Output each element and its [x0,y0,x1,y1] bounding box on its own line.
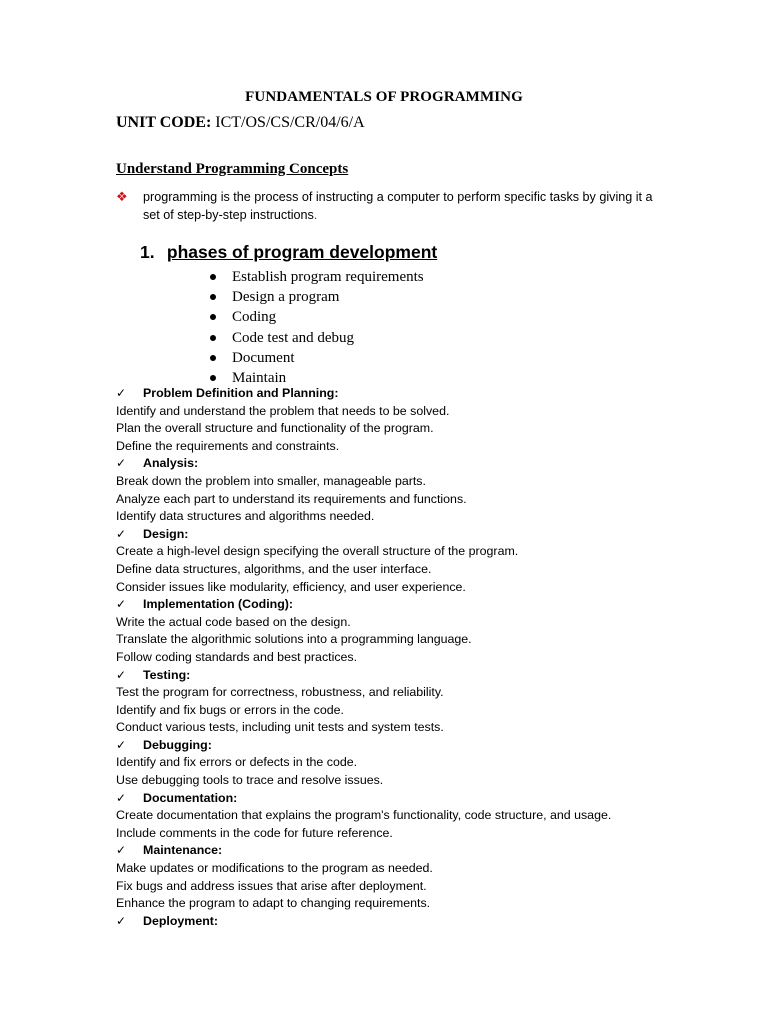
list-item: Document [210,348,424,368]
checkmark-icon: ✓ [116,843,127,858]
step-line: Write the actual code based on the design. [116,614,351,629]
step-heading: ✓ Design: [116,526,676,544]
step-heading: ✓ Maintenance: [116,842,676,860]
checkmark-icon: ✓ [116,913,127,928]
bullet-icon [210,375,216,381]
step-line: Define data structures, algorithms, and the user interface. [116,561,432,576]
step-heading: ✓ Debugging: [116,737,676,755]
intro-text: programming is the process of instructing a computer to perform specific tasks by giving it a set of step-by-step instructions [143,190,653,222]
steps-section [116,385,676,930]
step-line: Identify data structures and algorithms needed. [116,509,375,524]
step-line: Translate the algorithmic solutions into a programming language. [116,632,472,647]
checkmark-icon: ✓ [116,386,127,400]
phases-heading [140,242,437,263]
step-line: Analyze each part to understand its requirements and functions. [116,491,467,506]
step-heading: ✓ Testing: [116,667,676,685]
step-line: Enhance the program to adapt to changing requirements. [116,896,431,911]
bullet-icon [210,274,216,280]
list-item: Coding [210,307,424,327]
phases-number: 1. [140,242,155,262]
list-item: Code test and debug [210,328,424,348]
step-line: Consider issues like modularity, efficiency, and user experience. [116,579,466,594]
diamond-cluster-icon: ❖ [116,189,128,204]
checkmark-icon: ✓ [116,526,127,541]
step-line: Follow coding standards and best practices. [116,649,358,664]
step-line: Use debugging tools to trace and resolve issues. [116,773,384,788]
intro-paragraph: ❖ programming is the process of instructing a computer to perform specific tasks by giving it a set of step-by-step instructions. [116,189,653,222]
phases-list [210,267,424,388]
step-heading: ✓ Deployment: [116,913,676,931]
step-line: Make updates or modifications to the program as needed. [116,861,433,876]
step-heading: ✓ Implementation (Coding): [116,596,676,614]
checkmark-icon: ✓ [116,597,127,612]
list-item: Maintain [210,368,424,388]
step-line: Include comments in the code for future reference. [116,825,393,840]
unit-code-label: UNIT CODE: [116,114,212,131]
step-line: Fix bugs and address issues that arise after deployment. [116,878,427,893]
bullet-icon [210,335,216,341]
document-title: FUNDAMENTALS OF PROGRAMMING [245,89,523,105]
checkmark-icon: ✓ [116,737,127,752]
step-heading: ✓ Analysis: [116,455,676,473]
phases-title: phases of program development [166,242,438,262]
checkmark-icon: ✓ [116,790,127,805]
step-line: Conduct various tests, including unit tests and system tests. [116,720,444,735]
section-heading: Understand Programming Concepts [116,161,349,177]
list-item: Design a program [210,287,424,307]
bullet-icon [210,294,216,300]
step-line: Identify and fix bugs or errors in the code. [116,702,344,717]
list-item: Establish program requirements [210,267,424,287]
step-line: Identify and understand the problem that needs to be solved. [116,403,450,418]
unit-code [116,114,365,132]
step-heading: ✓ Problem Definition and Planning: [116,385,676,403]
step-line: Plan the overall structure and functionality of the program. [116,421,434,436]
step-heading: ✓ Documentation: [116,790,676,808]
step-line: Break down the problem into smaller, manageable parts. [116,473,426,488]
step-line: Create documentation that explains the program's functionality, code structure, and usage. [116,808,612,823]
checkmark-icon: ✓ [116,667,127,682]
step-line: Identify and fix errors or defects in the code. [116,755,358,770]
step-line: Define the requirements and constraints. [116,438,340,453]
bullet-icon [210,314,216,320]
step-line: Test the program for correctness, robustness, and reliability. [116,685,444,700]
step-line: Create a high-level design specifying the overall structure of the program. [116,544,519,559]
unit-code-value: ICT/OS/CS/CR/04/6/A [215,114,365,131]
checkmark-icon: ✓ [116,456,127,471]
bullet-icon [210,355,216,361]
